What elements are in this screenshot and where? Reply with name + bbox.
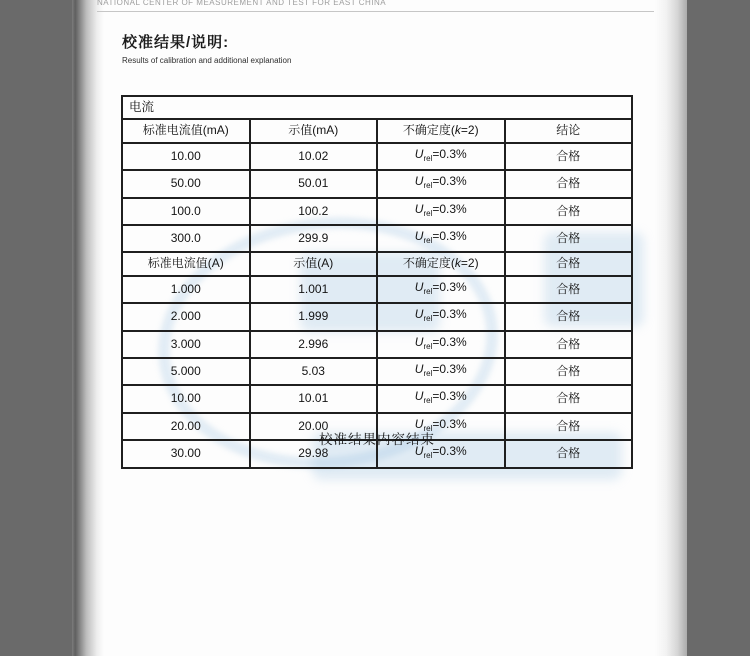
standard-value-cell: 5.000 — [122, 358, 250, 385]
uncertainty-cell: $U_{rel}=0.3\%$ — [377, 358, 505, 385]
document-page — [72, 0, 687, 656]
conclusion-cell: 合格 — [505, 225, 633, 252]
indication-value-cell: 50.01 — [250, 170, 378, 197]
page-subtitle: Results of calibration and additional explanation — [122, 56, 292, 65]
standard-value-cell: 300.0 — [122, 225, 250, 252]
table-header-row-a — [122, 252, 632, 275]
standard-value-cell: 10.00 — [122, 143, 250, 170]
standard-value-cell: 3.000 — [122, 331, 250, 358]
end-of-results-note: 校准结果内容结束 — [319, 432, 435, 447]
indication-value-cell: 5.03 — [250, 358, 378, 385]
conclusion-cell: 合格 — [505, 198, 633, 225]
table-row — [122, 303, 632, 330]
uncertainty-cell: $U_{rel}=0.3\%$ — [377, 331, 505, 358]
indication-value-cell: 10.02 — [250, 143, 378, 170]
table-row — [122, 331, 632, 358]
table-row — [122, 170, 632, 197]
standard-value-cell: 1.000 — [122, 276, 250, 303]
standard-value-cell: 100.0 — [122, 198, 250, 225]
indication-value-cell: 20.00 — [250, 413, 378, 440]
conclusion-cell: 合格 — [505, 143, 633, 170]
conclusion-cell: 合格 — [505, 358, 633, 385]
table-row — [122, 276, 632, 303]
page-title: 校准结果/说明: — [122, 34, 230, 51]
conclusion-cell: 合格 — [505, 440, 633, 467]
header-standard-ma: 标准电流值(mA) — [122, 119, 250, 142]
standard-value-cell: 30.00 — [122, 440, 250, 467]
standard-value-cell: 50.00 — [122, 170, 250, 197]
standard-value-cell: 20.00 — [122, 413, 250, 440]
table-section-row — [122, 96, 632, 119]
calibration-table — [121, 95, 633, 469]
uncertainty-cell: $U_{rel}=0.3\%$ — [377, 143, 505, 170]
uncertainty-cell: $U_{rel}=0.3\%$ — [377, 198, 505, 225]
indication-value-cell: 29.98 — [250, 440, 378, 467]
indication-value-cell: 100.2 — [250, 198, 378, 225]
uncertainty-cell: $U_{rel}=0.3\%$ — [377, 385, 505, 412]
page-right-edge-shadow — [655, 0, 687, 656]
header-indication-ma: 示值(mA) — [250, 119, 378, 142]
standard-value-cell: 10.00 — [122, 385, 250, 412]
header-uncertainty: 不确定度(k=2) — [377, 252, 505, 275]
uncertainty-cell: $U_{rel}=0.3\%$ — [377, 440, 505, 467]
uncertainty-cell: $U_{rel}=0.3\%$ — [377, 225, 505, 252]
table-row — [122, 198, 632, 225]
header-standard-a: 标准电流值(A) — [122, 252, 250, 275]
indication-value-cell: 1.001 — [250, 276, 378, 303]
indication-value-cell: 1.999 — [250, 303, 378, 330]
header-indication-a: 示值(A) — [250, 252, 378, 275]
section-title-cell: 电流 — [122, 96, 632, 119]
conclusion-cell: 合格 — [505, 413, 633, 440]
conclusion-cell: 合格 — [505, 170, 633, 197]
conclusion-cell: 合格 — [505, 331, 633, 358]
uncertainty-cell: $U_{rel}=0.3\%$ — [377, 170, 505, 197]
indication-value-cell: 299.9 — [250, 225, 378, 252]
table-row — [122, 143, 632, 170]
conclusion-cell: 合格 — [505, 303, 633, 330]
table-row — [122, 385, 632, 412]
organization-header: NATIONAL CENTER OF MEASUREMENT AND TEST FOR EAST CHINA — [97, 0, 387, 7]
conclusion-cell: 合格 — [505, 385, 633, 412]
uncertainty-cell: $U_{rel}=0.3\%$ — [377, 276, 505, 303]
standard-value-cell: 2.000 — [122, 303, 250, 330]
page-left-edge-shadow — [72, 0, 104, 656]
header-conclusion: 合格 — [505, 252, 633, 275]
header-divider — [97, 11, 654, 12]
header-conclusion: 结论 — [505, 119, 633, 142]
indication-value-cell: 10.01 — [250, 385, 378, 412]
table-row — [122, 225, 632, 252]
uncertainty-cell: $U_{rel}=0.3\%$ — [377, 413, 505, 440]
header-uncertainty: 不确定度(k=2) — [377, 119, 505, 142]
conclusion-cell: 合格 — [505, 276, 633, 303]
indication-value-cell: 2.996 — [250, 331, 378, 358]
uncertainty-cell: $U_{rel}=0.3\%$ — [377, 303, 505, 330]
table-row — [122, 358, 632, 385]
table-header-row-ma — [122, 119, 632, 142]
